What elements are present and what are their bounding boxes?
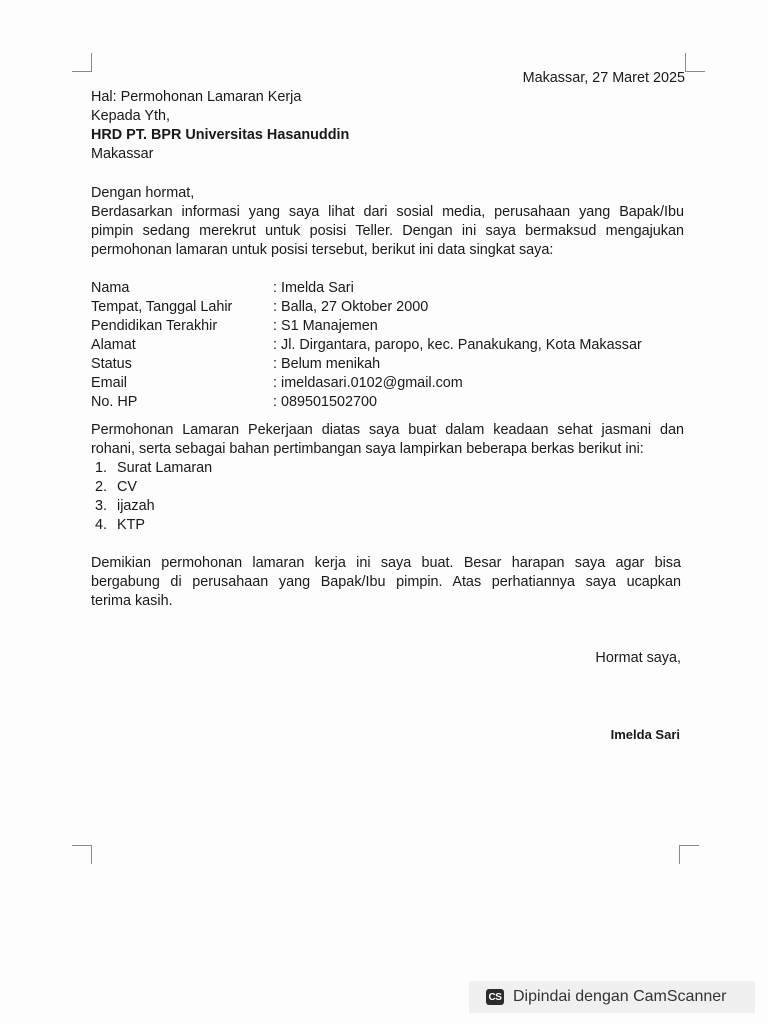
data-value: : S1 Manajemen [273, 318, 378, 334]
crop-mark-bottom-right [679, 845, 699, 864]
data-label: Email [91, 375, 127, 391]
data-row-name [91, 279, 354, 298]
list-text: Surat Lamaran [117, 460, 213, 476]
list-text: ijazah [117, 498, 155, 514]
data-value: : Jl. Dirgantara, paropo, kec. Panakukang, Kota Makassar [273, 337, 642, 353]
list-text: CV [117, 479, 137, 495]
list-number: 2. [95, 479, 108, 495]
intro-line: pimpin sedang merekrut untuk posisi Teller. Dengan ini saya bermaksud mengajukan [91, 223, 684, 239]
body-line: Permohonan Lamaran Pekerjaan diatas saya buat dalam keadaan sehat jasmani dan [91, 422, 684, 438]
closing-line: bergabung di perusahaan yang Bapak/Ibu pimpin. Atas perhatiannya saya ucapkan [91, 574, 681, 590]
data-label: No. HP [91, 394, 138, 410]
body-paragraph [91, 421, 684, 459]
camscanner-logo-icon: CS [486, 989, 504, 1005]
data-value: : Belum menikah [273, 356, 381, 372]
data-row-education [91, 317, 378, 336]
list-item [95, 497, 155, 516]
list-item [95, 478, 137, 497]
data-value: : Balla, 27 Oktober 2000 [273, 299, 429, 315]
data-value: : Imelda Sari [273, 280, 354, 296]
recipient-city: Makassar [91, 146, 154, 162]
data-row-status [91, 355, 380, 374]
data-row-birth [91, 298, 428, 317]
list-text: KTP [117, 517, 145, 533]
closing-paragraph [91, 554, 681, 611]
greeting: Dengan hormat, [91, 185, 195, 201]
closing-salutation: Hormat saya, [595, 650, 681, 666]
crop-mark-bottom-left [72, 845, 92, 864]
body-line: rohani, serta sebagai bahan pertimbangan saya lampirkan beberapa berkas berikut ini: [91, 441, 644, 457]
data-row-email [91, 374, 463, 393]
crop-mark-top-right [685, 53, 705, 72]
closing-line: terima kasih. [91, 593, 173, 609]
data-label: Pendidikan Terakhir [91, 318, 218, 334]
letter-date: Makassar, 27 Maret 2025 [522, 70, 685, 86]
data-label: Status [91, 356, 132, 372]
letter-subject: Hal: Permohonan Lamaran Kerja [91, 89, 302, 105]
intro-line: Berdasarkan informasi yang saya lihat dari sosial media, perusahaan yang Bapak/Ibu [91, 204, 684, 220]
list-item [95, 516, 145, 535]
data-label: Tempat, Tanggal Lahir [91, 299, 233, 315]
data-label: Alamat [91, 337, 136, 353]
list-number: 1. [95, 460, 108, 476]
data-value: : imeldasari.0102@gmail.com [273, 375, 463, 391]
data-row-phone [91, 393, 377, 412]
list-item [95, 459, 212, 478]
watermark-text: Dipindai dengan CamScanner [513, 988, 727, 1005]
camscanner-watermark [469, 981, 755, 1013]
intro-paragraph [91, 203, 684, 260]
signature-name: Imelda Sari [610, 727, 680, 742]
recipient-salutation: Kepada Yth, [91, 108, 170, 124]
list-number: 3. [95, 498, 108, 514]
recipient-company: HRD PT. BPR Universitas Hasanuddin [91, 127, 350, 143]
list-number: 4. [95, 517, 108, 533]
closing-line: Demikian permohonan lamaran kerja ini saya buat. Besar harapan saya agar bisa [91, 555, 681, 571]
crop-mark-top-left [72, 53, 92, 72]
data-label: Nama [91, 280, 130, 296]
data-row-address [91, 336, 642, 355]
intro-line: permohonan lamaran untuk posisi tersebut, berikut ini data singkat saya: [91, 242, 554, 258]
data-value: : 089501502700 [273, 394, 378, 410]
